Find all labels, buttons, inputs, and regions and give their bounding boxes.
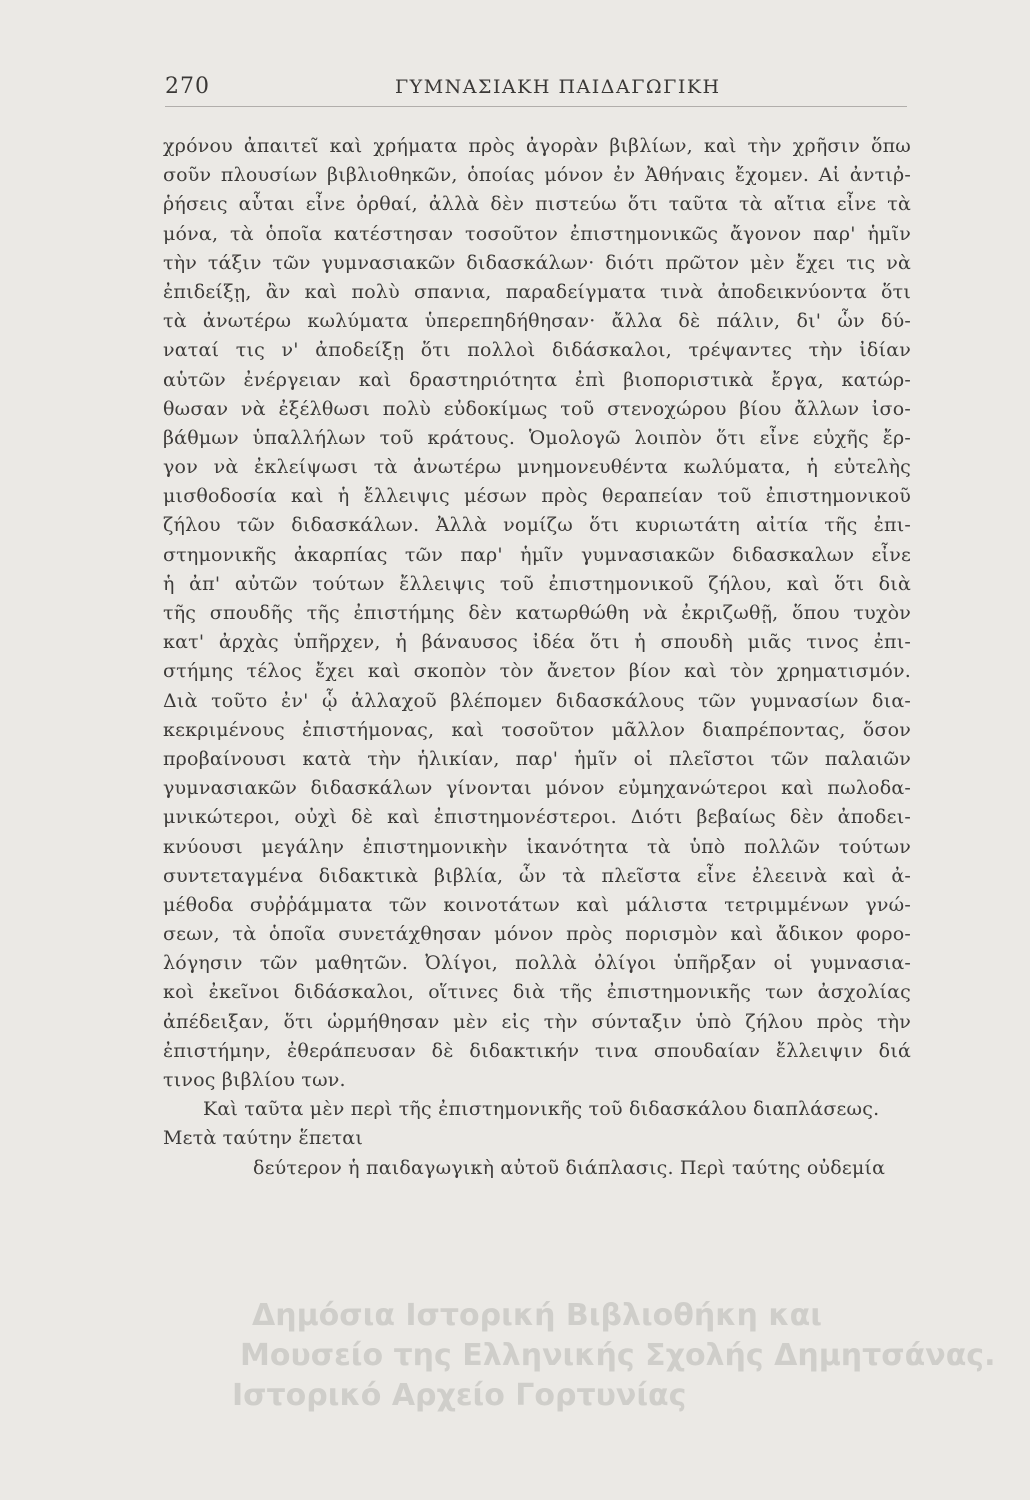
text-line: ναταί τις ν' ἀποδείξῃ ὅτι πολλοὶ διδάσκαλοι, τρέψαντες τὴν ἰδίαν [163, 339, 911, 362]
text-line: ἀπέδειξαν, ὅτι ὡρμήθησαν μὲν εἰς τὴν σύνταξιν ὑπὸ ζήλου πρὸς τὴν [163, 1010, 911, 1033]
text-line: δεύτερον ἡ παιδαγωγικὴ αὐτοῦ διάπλασις. Περὶ ταύτης οὐδεμία [253, 1156, 886, 1179]
text-line: βάθμων ὑπαλλήλων τοῦ κράτους. Ὁμολογῶ λοιπὸν ὅτι εἶνε εὐχῆς ἔρ- [163, 426, 911, 449]
text-line: σεων, τὰ ὁποῖα συνετάχθησαν μόνον πρὸς πορισμὸν καὶ ἄδικον φορο- [163, 923, 911, 946]
text-line: μισθοδοσία καὶ ἡ ἔλλειψις μέσων πρὸς θεραπείαν τοῦ ἐπιστημονικοῦ [163, 485, 911, 508]
text-line: τὰ ἀνωτέρω κωλύματα ὑπερεπηδήθησαν· ἄλλα δὲ πάλιν, δι' ὧν δύ- [163, 310, 911, 333]
text-line: στημονικῆς ἀκαρπίας τῶν παρ' ἡμῖν γυμνασιακῶν διδασκαλων εἶνε [163, 543, 911, 566]
text-line: τινος βιβλίου των. [163, 1069, 346, 1091]
text-line: προβαίνουσι κατὰ τὴν ἡλικίαν, παρ' ἡμῖν οἱ πλεῖστοι τῶν παλαιῶν [163, 747, 911, 770]
text-line: κνύουσι μεγάλην ἐπιστημονικὴν ἱκανότητα τὰ ὑπὸ πολλῶν τούτων [163, 835, 911, 858]
text-line: τῆς σπουδῆς τῆς ἐπιστήμης δὲν κατωρθώθη νὰ ἐκριζωθῇ, ὅπου τυχὸν [163, 602, 911, 624]
text-line: σοῦν πλουσίων βιβλιοθηκῶν, ὁποίας μόνον ἐν Ἀθήναις ἔχομεν. Αἱ ἀντιῤ- [163, 164, 911, 187]
watermark-line: Μουσείο της Ελληνικής Σχολής Δημητσάνας. [240, 1338, 996, 1373]
text-line: μέθοδα συῤῥάμματα τῶν κοινοτάτων καὶ μάλιστα τετριμμένων γνώ- [163, 893, 911, 916]
text-line: θωσαν νὰ ἐξέλθωσι πολὺ εὐδοκίμως τοῦ στενοχώρου βίου ἄλλων ἰσο- [163, 397, 911, 420]
text-line: ζήλου τῶν διδασκάλων. Ἀλλὰ νομίζω ὅτι κυριωτάτη αἰτία τῆς ἐπι- [163, 514, 911, 537]
body-text [163, 132, 911, 1183]
watermark-line: Δημόσια Ιστορική Βιβλιοθήκη και [252, 1298, 822, 1333]
text-line: γον νὰ ἐκλείψωσι τὰ ἀνωτέρω μνημονευθέντα κωλύματα, ἡ εὐτελὴς [163, 456, 911, 479]
text-line: Διὰ τοῦτο ἐν' ᾧ ἀλλαχοῦ βλέπομεν διδασκάλους τῶν γυμνασίων δια- [163, 689, 911, 712]
text-line: ἐπιστήμην, ἐθεράπευσαν δὲ διδακτικήν τινα σπουδαίαν ἔλλειψιν διά [163, 1039, 911, 1062]
text-line: αὑτῶν ἐνέργειαν καὶ δραστηριότητα ἐπὶ βιοποριστικὰ ἔργα, κατώρ- [163, 368, 911, 391]
watermark-line: Ιστορικό Αρχείο Γορτυνίας [232, 1378, 687, 1413]
text-line: γυμνασιακῶν διδασκάλων γίνονται μόνον εὐμηχανώτεροι καὶ πωλοδα- [163, 777, 911, 800]
text-line: ῥήσεις αὗται εἶνε ὀρθαί, ἀλλὰ δὲν πιστεύω ὅτι ταῦτα τὰ αἴτια εἶνε τὰ [163, 193, 911, 216]
text-line: μόνα, τὰ ὁποῖα κατέστησαν τοσοῦτον ἐπιστημονικῶς ἄγονον παρ' ἡμῖν [163, 222, 911, 245]
text-line: Καὶ ταῦτα μὲν περὶ τῆς ἐπιστημονικῆς τοῦ διδασκάλου διαπλάσεως. [203, 1098, 880, 1121]
text-line: ἡ ἀπ' αὐτῶν τούτων ἔλλειψις τοῦ ἐπιστημονικοῦ ζήλου, καὶ ὅτι διὰ [163, 572, 911, 595]
text-line: Μετὰ ταύτην ἕπεται [163, 1127, 363, 1150]
header-rule [165, 106, 907, 107]
text-line: ἐπιδείξῃ, ἂν καὶ πολὺ σπανια, παραδείγματα τινὰ ἀποδεικνύοντα ὅτι [163, 280, 911, 303]
text-line: τὴν τάξιν τῶν γυμνασιακῶν διδασκάλων· διότι πρῶτον μὲν ἔχει τις νὰ [163, 251, 911, 274]
text-line: χρόνου ἀπαιτεῖ καὶ χρήματα πρὸς ἀγορὰν βιβλίων, καὶ τὴν χρῆσιν ὅπω [163, 135, 911, 157]
text-line: κεκριμένους ἐπιστήμονας, καὶ τοσοῦτον μᾶλλον διαπρέποντας, ὅσον [163, 718, 911, 741]
text-line: συντεταγμένα διδακτικὰ βιβλία, ὧν τὰ πλεῖστα εἶνε ἐλεεινὰ καὶ ἀ- [163, 864, 911, 887]
text-line: λόγησιν τῶν μαθητῶν. Ὀλίγοι, πολλὰ ὀλίγοι ὑπῆρξαν οἱ γυμνασια- [163, 952, 911, 975]
text-line: μνικώτεροι, οὐχὶ δὲ καὶ ἐπιστημονέστεροι. Διότι βεβαίως δὲν ἀποδει- [163, 806, 911, 829]
text-line: κατ' ἀρχὰς ὑπῆρχεν, ἡ βάναυσος ἰδέα ὅτι ἡ σπουδὴ μιᾶς τινος ἐπι- [163, 631, 911, 654]
page-header [165, 74, 905, 108]
page-number: 270 [165, 74, 210, 99]
text-line: στήμης τέλος ἔχει καὶ σκοπὸν τὸν ἄνετον βίον καὶ τὸν χρηματισμόν. [163, 660, 911, 683]
text-line: κοὶ ἐκεῖνοι διδάσκαλοι, οἵτινες διὰ τῆς ἐπιστημονικῆς των ἀσχολίας [163, 981, 911, 1004]
running-title: ΓΥΜΝΑΣΙΑΚΗ ΠΑΙΔΑΓΩΓΙΚΗ [395, 76, 721, 98]
